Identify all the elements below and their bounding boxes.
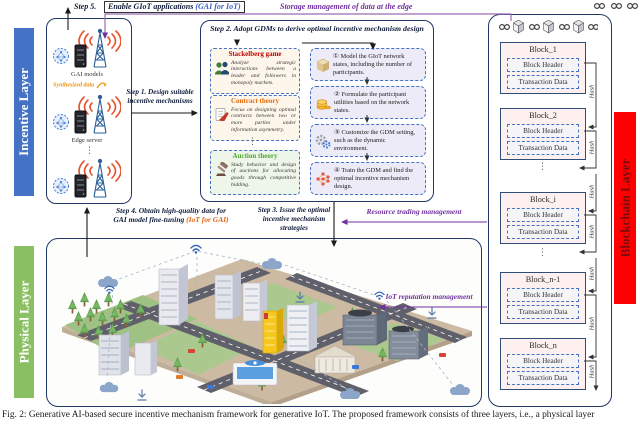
gdm-step-3: ③ Customize the GDM setting, such as the dynamic environment. [310,124,426,157]
block-header: Block Header [507,208,579,222]
gai-edge-server-icon [51,25,121,71]
step1-label: Step 1. Design suitable incentive mechanisms [126,88,194,105]
step2-title: Step 2. Adopt GDMs to derive optimal incentive mechanism design [210,24,424,33]
contract-theory-card [210,95,300,141]
block-2 [500,108,586,160]
hash-label: Hash [588,184,596,199]
transaction-data: Transaction Data [507,75,579,89]
contract-text: Focus on designing optimal contracts between two or more parties under information asymmetry. [231,106,296,133]
transaction-data: Transaction Data [507,371,579,385]
step5-box [104,1,245,13]
download-icon [138,390,146,400]
step4-iot-for-gai: (IoT for GAI) [186,215,229,225]
gai-edge-server-icon [51,155,121,201]
hash-label: Hash [588,140,596,155]
cloud-icon [98,276,118,287]
gai-models-label: GAI models [71,71,103,78]
block-title: Block_n [529,340,557,350]
auction-title: Auction theory [232,152,278,160]
neural-network-icon [315,171,331,187]
block-header: Block Header [507,288,579,302]
resource-trading-label: Resource trading management [366,207,462,216]
block-1 [500,42,586,94]
physical-layer-label: Physical Layer [16,280,31,364]
stackelberg-text: Analyze strategic interactions between a leader and followers in monopoly markets. [231,59,296,86]
step4-label: Step 4. Obtain high-quality data for GAI model fine-tuning (IoT for GAI) [113,206,229,225]
step5-prefix: Step 5. [74,2,97,11]
gavel-icon [214,162,229,177]
block-header: Block Header [507,58,579,72]
cloud-icon [262,258,282,269]
step5-gai-for-iot: (GAI for IoT) [195,2,241,11]
step5-label [74,2,96,12]
hash-label: Hash [588,224,596,239]
incentive-layer-label: Incentive Layer [16,68,32,156]
auction-text: Study behavior and design of auctions for allocating goods through competitive bidding. [231,161,296,188]
gai-edge-server-icon [51,91,121,137]
cube-icon [315,57,330,73]
cloud-icon [450,384,470,395]
contract-title: Contract theory [230,97,279,105]
chain-link-icon [592,0,638,12]
gdm-step-4: ④ Train the GDM and find the optimal incentive mechanism design. [310,162,426,195]
vertical-ellipsis: ⋮ [538,248,547,258]
coins-icon [315,95,331,111]
hash-label: Hash [588,316,596,331]
block-n-1 [500,272,586,324]
blockchain-chain-icon [498,19,598,35]
block-title: Block_i [530,194,556,204]
storage-management-label: Storage management of data at the edge [280,2,413,11]
physical-layer-bar [14,246,34,398]
people-icon [214,60,229,75]
cloud-icon [100,382,119,392]
iot-reputation-label: IoT reputation management [385,292,473,301]
vertical-ellipsis: ⋮ [85,146,94,156]
gdm-step-2: ② Formulate the participant utilities based on the network states. [310,86,426,119]
contract-icon [214,107,229,122]
gdm-step-1: ① Model the GIoT network states, including the number of participants. [310,48,426,81]
wifi-icon [191,246,201,254]
curved-arrow-icon [96,81,108,89]
hash-label: Hash [588,364,596,379]
block-header: Block Header [507,124,579,138]
step3-label: Step 3. Issue the optimal incentive mechanism strategies [257,206,331,232]
block-n [500,338,586,390]
vertical-ellipsis: ⋮ [538,162,547,172]
stackelberg-title: Stackelberg game [228,50,282,58]
stackelberg-game-card [210,48,300,94]
step5-text: Enable GIoT applications [108,2,196,11]
figure-caption: Fig. 2: Generative AI-based secure incentive mechanism framework for generative IoT. The proposed framework consists of three layers, i.e., a physical layer [2,410,595,420]
city-illustration [47,239,479,404]
download-icon [428,308,436,318]
block-i [500,192,586,244]
gears-icon [315,133,331,149]
transaction-data: Transaction Data [507,225,579,239]
transaction-data: Transaction Data [507,141,579,155]
hash-label: Hash [588,266,596,281]
incentive-layer-box [46,18,132,204]
incentive-layer-bar [14,28,34,196]
block-header: Block Header [507,354,579,368]
synthesized-data-label: Synthesized data [53,81,108,89]
auction-theory-card [210,150,300,195]
blockchain-layer-label: Blockchain Layer [617,158,632,258]
block-title: Block_n-1 [525,274,561,284]
block-title: Block_2 [529,110,557,120]
blockchain-layer-bar [614,112,636,304]
hash-label: Hash [588,84,596,99]
vertical-ellipsis: ⋮ [248,137,257,147]
transaction-data: Transaction Data [507,305,579,319]
block-title: Block_1 [529,44,557,54]
edge-server-label: Edge server [71,137,103,144]
